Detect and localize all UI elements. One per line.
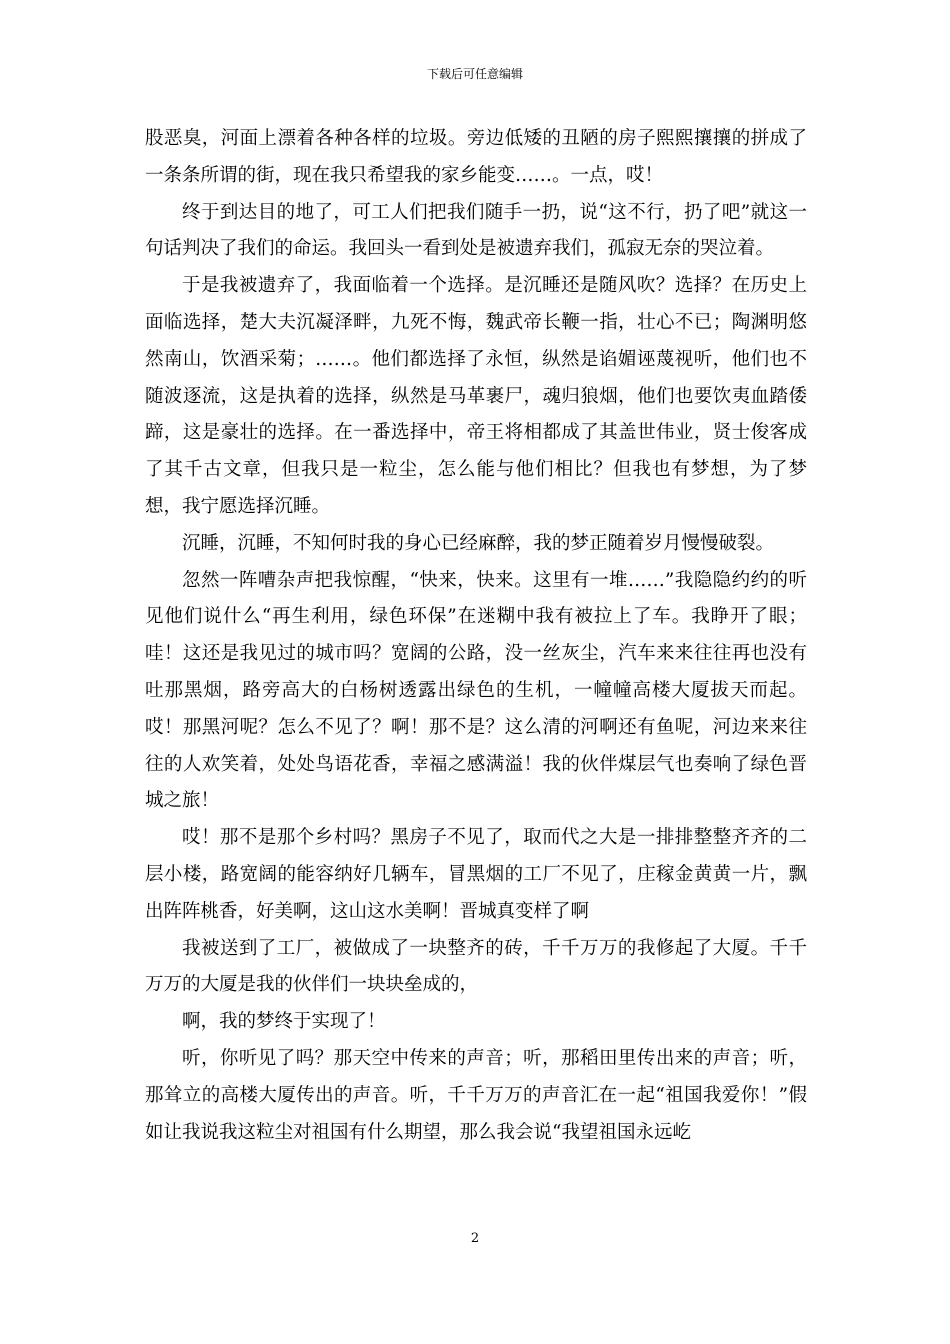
page-header: 下载后可任意编辑 [426, 67, 523, 81]
paragraph-8: 啊，我的梦终于实现了！ [182, 1011, 386, 1033]
paragraph-9: 听，你听见了吗？那天空中传来的声音；听，那稻田里传出来的声音；听，那耸立的高楼大厦传出的声音。听，千千万万的声音汇在一起“祖国我爱你！”假如让我说我这粒尘对祖国有什么期望，那么我会说“我望祖国永远屹 [145, 1047, 807, 1143]
paragraph-3: 于是我被遗弃了，我面临着一个选择。是沉睡还是随风吹？选择？在历史上面临选择，楚大夫沉凝泽畔，九死不悔，魏武帝长鞭一指，壮心不已；陶渊明悠然南山，饮酒采菊；……。他们都选择了永恒，纵然是谄媚诬蔑视听，他们也不随波逐流，这是执着的选择，纵然是马革裹尸，魂归狼烟，他们也要饮夷血踏倭蹄，这是豪壮的选择。在一番选择中，帝王将相都成了其盖世伟业，贤士俊客成了其千古文章，但我只是一粒尘，怎么能与他们相比？但我也有梦想，为了梦想，我宁愿选择沉睡。 [145, 275, 807, 517]
document-body [145, 121, 807, 1151]
paragraph-7: 我被送到了工厂，被做成了一块整齐的砖，千千万万的我修起了大厦。千千万万的大厦是我的伙伴们一块块垒成的， [145, 937, 807, 996]
paragraph-4: 沉睡，沉睡，不知何时我的身心已经麻醉，我的梦正随着岁月慢慢破裂。 [182, 532, 775, 554]
page-number: 2 [470, 1231, 480, 1246]
paragraph-1: 股恶臭，河面上漂着各种各样的垃圾。旁边低矮的丑陋的房子熙熙攘攘的拼成了一条条所谓的街，现在我只希望我的家乡能变……。一点，哎！ [145, 128, 807, 186]
paragraph-5: 忽然一阵嘈杂声把我惊醒，“快来，快来。这里有一堆……”我隐隐约约的听见他们说什么“再生利用，绿色环保”在迷糊中我有被拉上了车。我睁开了眼；哇！这还是我见过的城市吗？宽阔的公路，没一丝灰尘，汽车来来往往再也没有吐那黑烟，路旁高大的白杨树透露出绿色的生机，一幢幢高楼大厦拔天而起。哎！那黑河呢？怎么不见了？啊！那不是？这么清的河啊还有鱼呢，河边来来往往的人欢笑着，处处鸟语花香，幸福之感满溢！我的伙伴煤层气也奏响了绿色晋城之旅！ [145, 569, 807, 812]
paragraph-6: 哎！那不是那个乡村吗？黑房子不见了，取而代之大是一排排整整齐齐的二层小楼，路宽阔的能容纳好几辆车，冒黑烟的工厂不见了，庄稼金黄黄一片，飘出阵阵桃香，好美啊，这山这水美啊！晋城真变样了啊 [145, 827, 807, 922]
paragraph-2: 终于到达目的地了，可工人们把我们随手一扔，说“这不行，扔了吧”就这一句话判决了我们的命运。我回头一看到处是被遗弃我们，孤寂无奈的哭泣着。 [145, 201, 807, 260]
